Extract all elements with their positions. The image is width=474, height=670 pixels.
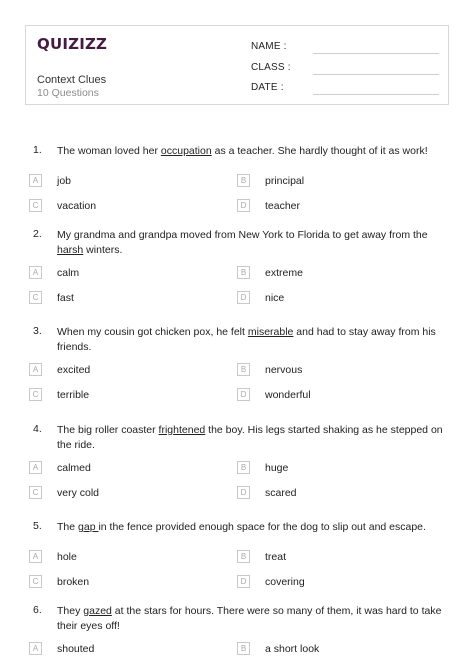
- option-text[interactable]: hole: [57, 551, 77, 563]
- option-text[interactable]: job: [57, 175, 72, 187]
- option-text[interactable]: terrible: [57, 389, 90, 401]
- date-field[interactable]: [313, 94, 439, 95]
- question-text: [57, 228, 452, 258]
- option-text[interactable]: excited: [57, 364, 91, 376]
- vocabulary-word: miserable: [247, 326, 294, 338]
- option-letter-box[interactable]: A: [29, 363, 42, 376]
- option-text[interactable]: calm: [57, 267, 80, 279]
- question-text-segment: The: [57, 521, 79, 533]
- option-letter-box[interactable]: C: [29, 291, 42, 304]
- question-text-segment: winters.: [83, 244, 123, 256]
- vocabulary-word: gazed: [83, 605, 112, 617]
- option-text[interactable]: principal: [265, 175, 305, 187]
- question-number: 6.: [33, 604, 42, 616]
- quizizz-logo: QUIZIZZ: [37, 35, 108, 53]
- option-text[interactable]: nervous: [265, 364, 303, 376]
- question-text-segment: as a teacher. She hardly thought of it as work!: [211, 145, 428, 157]
- question-number: 5.: [33, 520, 42, 532]
- option-text[interactable]: very cold: [57, 487, 100, 499]
- option-letter-box[interactable]: C: [29, 388, 42, 401]
- question-text-segment: and had to stay away from his friends.: [57, 326, 436, 353]
- option-text[interactable]: nice: [265, 292, 285, 304]
- worksheet-title: Context Clues: [37, 74, 107, 86]
- option-letter-box[interactable]: B: [237, 461, 250, 474]
- vocabulary-word: harsh: [57, 244, 84, 256]
- question-text-segment: They: [57, 605, 84, 617]
- question-text-segment: The woman loved her: [57, 145, 161, 157]
- option-letter-box[interactable]: C: [29, 486, 42, 499]
- vocabulary-word: occupation: [160, 145, 212, 157]
- question-text: [57, 423, 452, 453]
- question-text-segment: When my cousin got chicken pox, he felt: [57, 326, 248, 338]
- option-text[interactable]: scared: [265, 487, 297, 499]
- option-letter-box[interactable]: D: [237, 199, 250, 212]
- class-field[interactable]: [313, 74, 439, 75]
- option-text[interactable]: vacation: [57, 200, 97, 212]
- question-number: 2.: [33, 228, 42, 240]
- option-letter-box[interactable]: B: [237, 266, 250, 279]
- option-letter-box[interactable]: C: [29, 575, 42, 588]
- date-label: DATE :: [251, 82, 284, 93]
- name-field[interactable]: [313, 53, 439, 54]
- option-letter-box[interactable]: D: [237, 388, 250, 401]
- question-count: 10 Questions: [37, 87, 99, 99]
- option-letter-box[interactable]: B: [237, 174, 250, 187]
- question-text: [57, 325, 452, 355]
- option-letter-box[interactable]: C: [29, 199, 42, 212]
- question-text-segment: in the fence provided enough space for the dog to slip out and escape.: [98, 521, 426, 533]
- name-label: NAME :: [251, 41, 287, 52]
- option-text[interactable]: extreme: [265, 267, 303, 279]
- option-letter-box[interactable]: B: [237, 363, 250, 376]
- option-text[interactable]: broken: [57, 576, 90, 588]
- question-text: [57, 144, 452, 159]
- option-letter-box[interactable]: A: [29, 461, 42, 474]
- option-letter-box[interactable]: B: [237, 550, 250, 563]
- option-letter-box[interactable]: A: [29, 642, 42, 655]
- option-text[interactable]: fast: [57, 292, 74, 304]
- question-text-segment: My grandma and grandpa moved from New York to Florida to get away from the: [57, 229, 428, 241]
- option-letter-box[interactable]: A: [29, 266, 42, 279]
- option-text[interactable]: treat: [265, 551, 287, 563]
- option-text[interactable]: huge: [265, 462, 289, 474]
- option-letter-box[interactable]: A: [29, 174, 42, 187]
- question-text-segment: the boy. His legs started shaking as he stepped on the ride.: [57, 424, 443, 451]
- class-label: CLASS :: [251, 62, 291, 73]
- vocabulary-word: frightened: [158, 424, 206, 436]
- option-text[interactable]: a short look: [265, 643, 320, 655]
- question-number: 4.: [33, 423, 42, 435]
- question-text: [57, 520, 452, 535]
- vocabulary-word: gap: [78, 521, 99, 533]
- question-text: [57, 604, 452, 634]
- option-text[interactable]: shouted: [57, 643, 95, 655]
- question-number: 1.: [33, 144, 42, 156]
- option-letter-box[interactable]: A: [29, 550, 42, 563]
- question-text-segment: The big roller coaster: [57, 424, 159, 436]
- worksheet-header: [25, 25, 449, 105]
- option-text[interactable]: wonderful: [265, 389, 311, 401]
- question-text-segment: at the stars for hours. There were so many of them, it was hard to take their eyes off!: [57, 605, 442, 632]
- option-letter-box[interactable]: B: [237, 642, 250, 655]
- option-text[interactable]: calmed: [57, 462, 91, 474]
- option-letter-box[interactable]: D: [237, 291, 250, 304]
- option-text[interactable]: teacher: [265, 200, 301, 212]
- option-letter-box[interactable]: D: [237, 486, 250, 499]
- option-text[interactable]: covering: [265, 576, 305, 588]
- option-letter-box[interactable]: D: [237, 575, 250, 588]
- question-number: 3.: [33, 325, 42, 337]
